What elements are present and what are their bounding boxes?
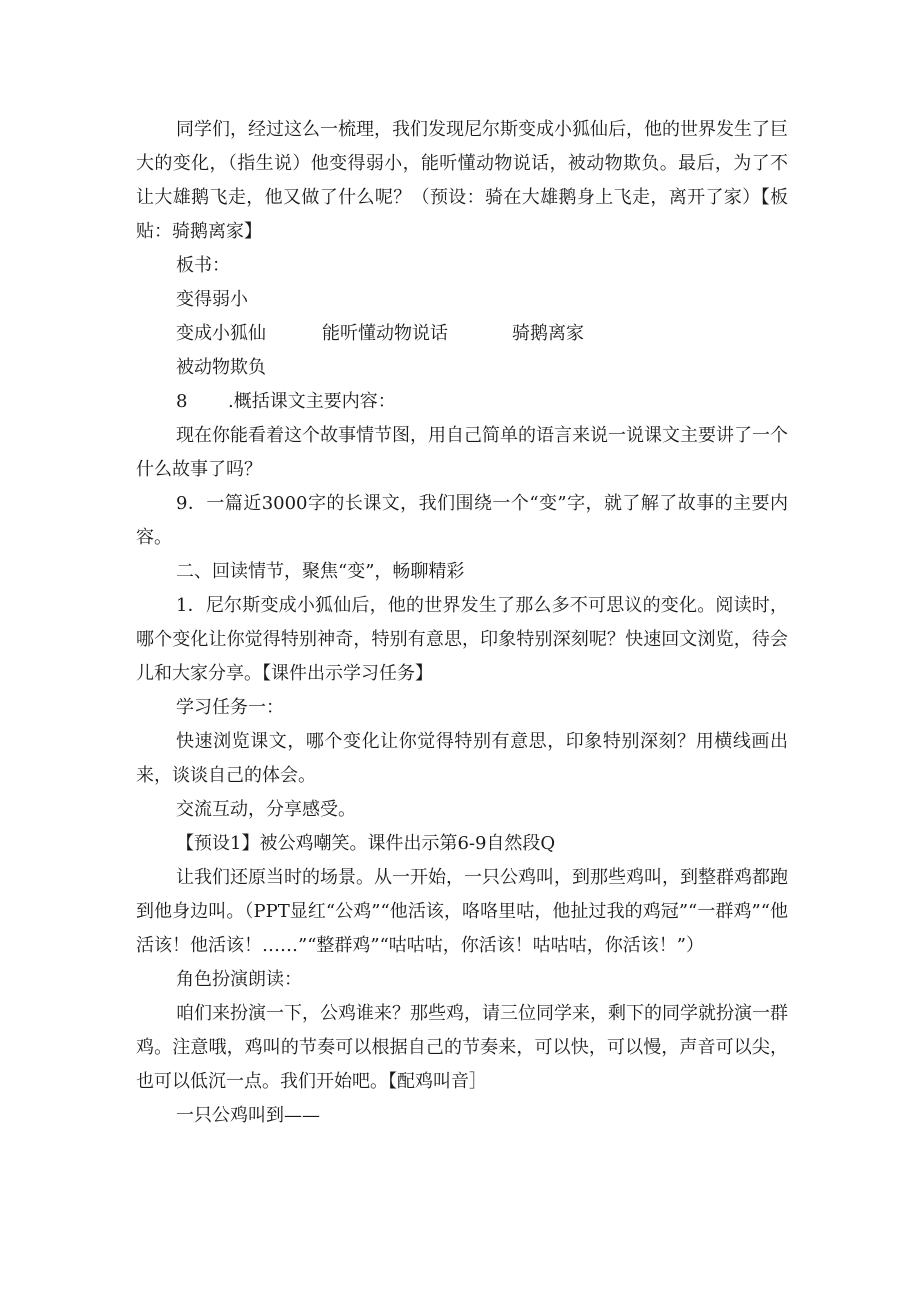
- paragraph-role-play-label: 角色扮演朗读：: [176, 969, 302, 990]
- paragraph-scene: 让我们还原当时的场景。从一开始，一只公鸡叫，到那些鸡叫，到整群鸡都跑到他身边叫。（PPT显红“公鸡”“他活该，咯咯里咕，他扯过我的鸡冠”“一群鸡”“他活该！他活该！……”“整群鸡”“咕咕咕，你活该！咕咕咕，你活该！”）: [136, 867, 788, 956]
- board-top-text: 变得弱小: [176, 289, 248, 310]
- item-8-text: .概括课文主要内容：: [228, 391, 396, 412]
- board-bottom-text: 被动物欺负: [176, 357, 266, 378]
- paragraph-task-1: 快速浏览课文，哪个变化让你觉得特别有意思，印象特别深刻？用横线画出来，谈谈自己的体会。: [136, 731, 788, 786]
- paragraph-item-9: 9．一篇近3000字的长课文，我们围绕一个“变”字，就了解了故事的主要内容。: [136, 493, 788, 548]
- board-item-1: 变成小狐仙: [176, 323, 266, 344]
- paragraph-preset-1: 【预设1】被公鸡嘲笑。课件出示第6-9自然段Q: [176, 833, 556, 854]
- section-heading-2: 二、回读情节，聚焦“变”，畅聊精彩: [176, 561, 465, 582]
- paragraph-retell: 现在你能看着这个故事情节图，用自己简单的语言来说一说课文主要讲了一个什么故事了吗？: [136, 425, 788, 480]
- paragraph-summary-intro: 同学们，经过这么一梳理，我们发现尼尔斯变成小狐仙后，他的世界发生了巨大的变化，（指生说）他变得弱小，能听懂动物说话，被动物欺负。最后，为了不让大雄鹅飞走，他又做了什么呢？（预设：骑在大雄鹅身上飞走，离开了家）【板贴：骑鹅离家】: [136, 119, 788, 242]
- item-8-number: 8: [176, 391, 188, 412]
- item-8-heading: [136, 385, 788, 419]
- paragraph-rooster-call: 一只公鸡叫到——: [176, 1105, 320, 1126]
- paragraph-exchange: 交流互动，分享感受。: [176, 799, 356, 820]
- task-label: 学习任务一：: [176, 697, 284, 718]
- board-label: 板书：: [176, 255, 230, 276]
- paragraph-role-play: 咱们来扮演一下，公鸡谁来？那些鸡，请三位同学来，剩下的同学就扮演一群鸡。注意哦，鸡叫的节奏可以根据自己的节奏来，可以快，可以慢，声音可以尖，也可以低沉一点。我们开始吧。【配鸡叫音］: [136, 1003, 788, 1092]
- paragraph-item-1: 1．尼尔斯变成小狐仙后，他的世界发生了那么多不可思议的变化。阅读时，哪个变化让你觉得特别神奇，特别有意思，印象特别深刻呢？快速回文浏览，待会儿和大家分享。【课件出示学习任务】: [136, 595, 788, 684]
- document-body: [136, 113, 788, 1133]
- board-middle-row: [136, 317, 788, 351]
- board-item-2: 能听懂动物说话: [322, 323, 448, 344]
- board-item-3: 骑鹅离家: [512, 323, 584, 344]
